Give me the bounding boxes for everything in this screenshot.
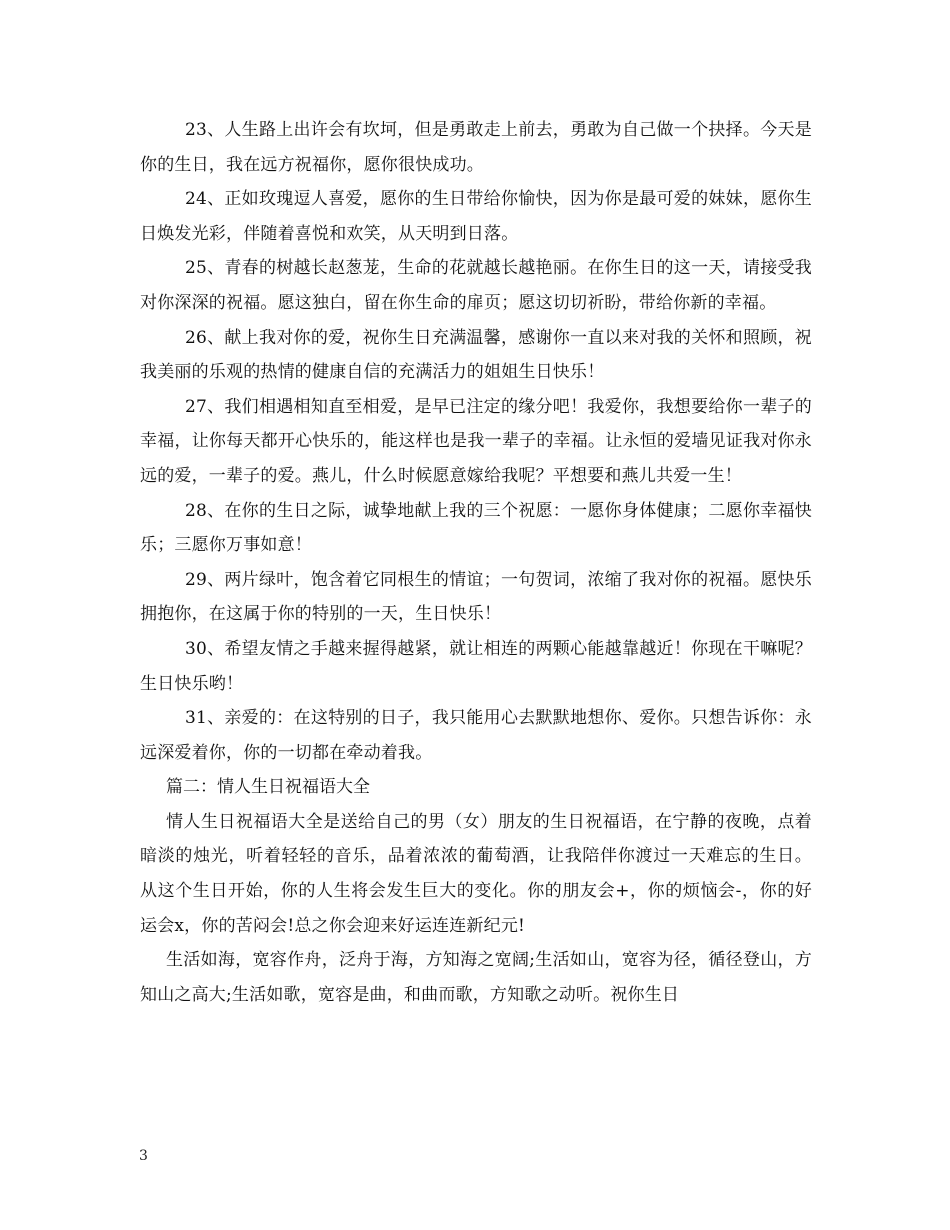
section-paragraph-intro: 情人生日祝福语大全是送给自己的男（女）朋友的生日祝福语，在宁静的夜晚，点着暗淡的烛光，听着轻轻的音乐，品着浓浓的葡萄酒，让我陪伴你渡过一天难忘的生日。 从这个生日开始，你的人生将会发生巨大的变化。你的朋友会+，你的烦恼会-，你的好运会x，你的苦闷会!总之你会迎来好运连连新纪元! [140, 811, 812, 936]
page-number: 3 [139, 1148, 148, 1164]
paragraph-30: 30、希望友情之手越来握得越紧，就让相连的两颗心能越靠越近！你现在干嘛呢？生日快乐哟！ [140, 638, 812, 694]
paragraph-29: 29、两片绿叶，饱含着它同根生的情谊；一句贺词，浓缩了我对你的祝福。愿快乐拥抱你，在这属于你的特别的一天，生日快乐！ [140, 569, 812, 625]
paragraph-23: 23、人生路上出许会有坎坷，但是勇敢走上前去，勇敢为自己做一个抉择。今天是你的生日，我在远方祝福你，愿你很快成功。 [140, 120, 812, 175]
paragraph-31: 31、亲爱的：在这特别的日子，我只能用心去默默地想你、爱你。只想告诉你：永远深爱着你，你的一切都在牵动着我。 [140, 708, 812, 763]
paragraph-24: 24、正如玫瑰逗人喜爱，愿你的生日带给你愉快，因为你是最可爱的妹妹，愿你生日焕发光彩，伴随着喜悦和欢笑，从天明到日落。 [140, 189, 812, 244]
paragraph-25: 25、青春的树越长赵葱茏，生命的花就越长越艳丽。在你生日的这一天，请接受我对你深深的祝福。愿这独白，留在你生命的扉页；愿这切切祈盼，带给你新的幸福。 [140, 258, 812, 313]
section-paragraph-life: 生活如海，宽容作舟，泛舟于海，方知海之宽阔;生活如山，宽容为径，循径登山，方知山之高大;生活如歌，宽容是曲，和曲而歌，方知歌之动听。祝你生日 [140, 950, 812, 1005]
document-body [140, 113, 812, 1012]
paragraph-26: 26、献上我对你的爱，祝你生日充满温馨，感谢你一直以来对我的关怀和照顾，祝我美丽的乐观的热情的健康自信的充满活力的姐姐生日快乐！ [140, 327, 812, 383]
section-heading: 篇二：情人生日祝福语大全 [166, 777, 370, 798]
paragraph-27: 27、我们相遇相知直至相爱，是早已注定的缘分吧！我爱你，我想要给你一辈子的幸福，让你每天都开心快乐的，能这样也是我一辈子的幸福。让永恒的爱墙见证我对你永远的爱，一辈子的爱。燕儿，什么时候愿意嫁给我呢？平想要和燕儿共爱一生！ [140, 396, 812, 486]
paragraph-28: 28、在你的生日之际，诚挚地献上我的三个祝愿：一愿你身体健康；二愿你幸福快乐；三愿你万事如意！ [140, 500, 812, 556]
